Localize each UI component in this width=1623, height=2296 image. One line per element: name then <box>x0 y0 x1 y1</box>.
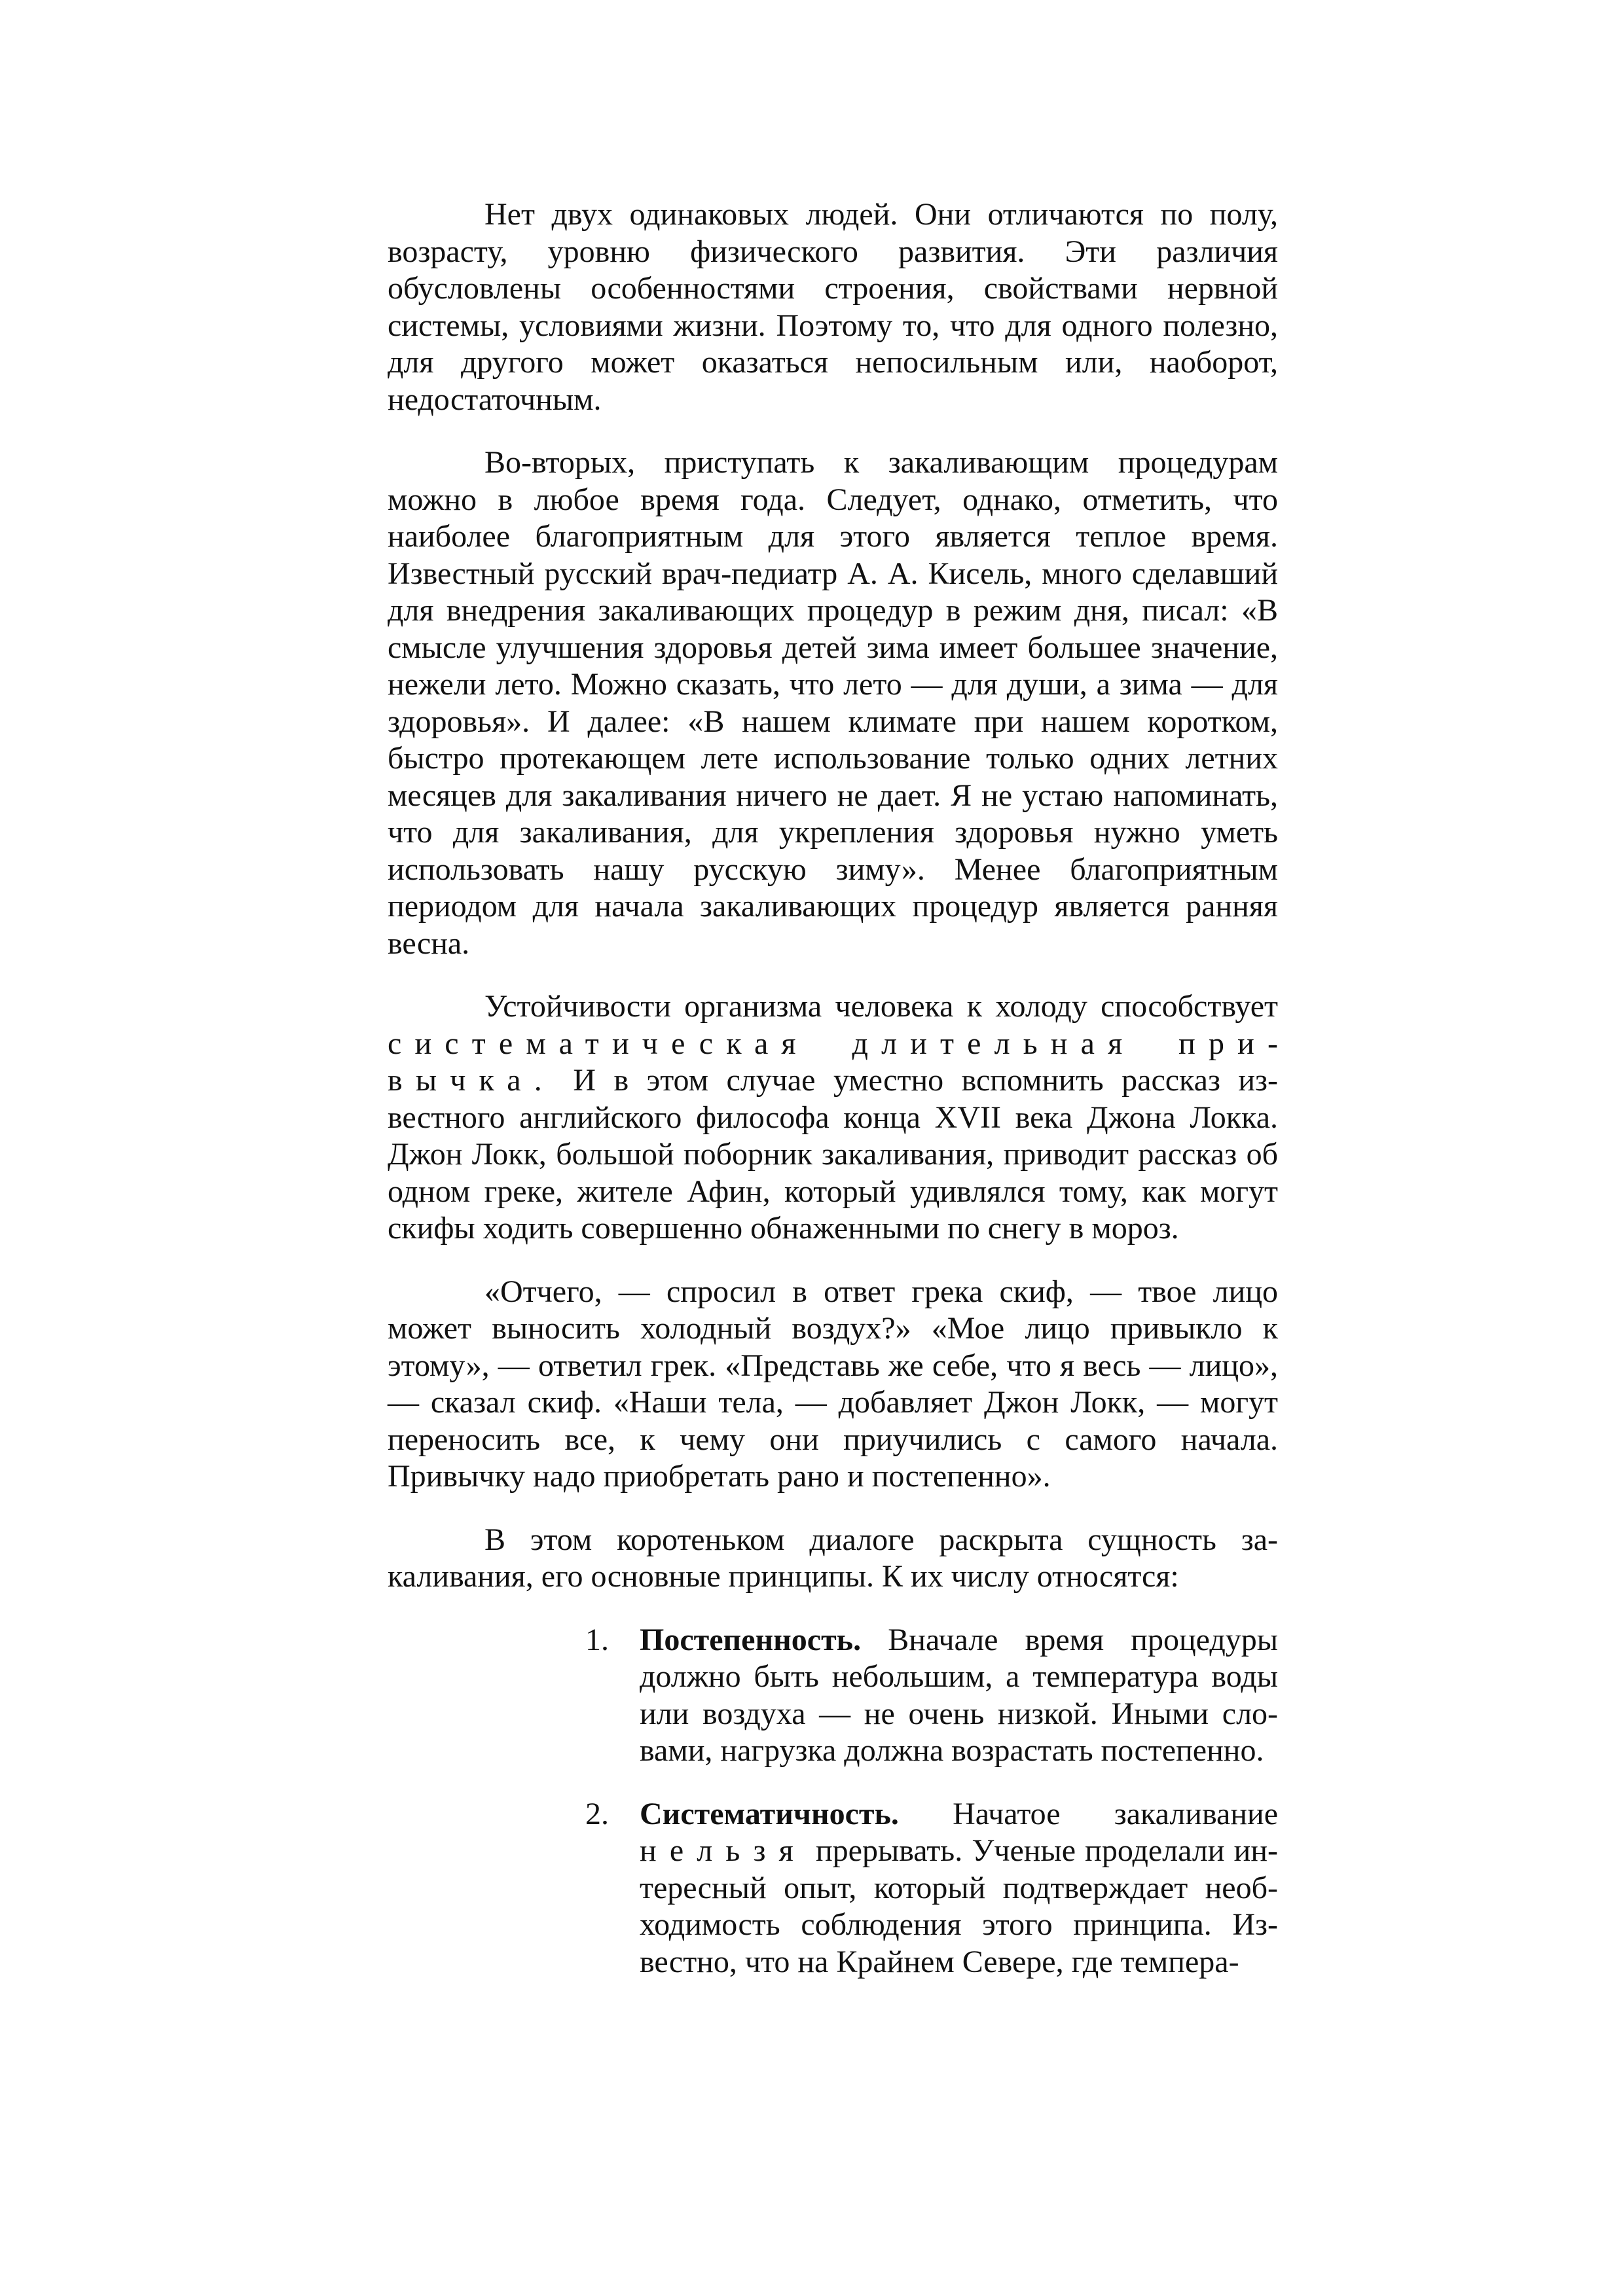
spaced-emphasis-habit: систематическая длительная привычка. <box>388 1026 1278 1098</box>
list-item-text-after: прерывать. Ученые проделали интересный опыт, который подтверждает необходимость соблюдения этого принципа. Известно, что на Крайнем Севере, где темпера- <box>640 1833 1278 1979</box>
list-item-term: Постепенность. <box>640 1622 862 1657</box>
list-item-number: 1. <box>585 1622 609 1657</box>
paragraph-individual-differences: Нет двух одинаковых людей. Они отличаются по полу, возрасту, уровню физического развития. Эти различия обусловлены особенностями строения, свойствами нервной системы, условиями жизни. Поэтому то, что для одного полезно, для другого может оказаться непосильным или, наоборот, недостаточным. <box>388 197 1278 417</box>
list-item-text: Вначале время процедуры должно быть небольшим, а температура воды или воздуха — не очень низкой. Иными словами, нагрузка должна возрастать постепенно. <box>640 1622 1278 1768</box>
list-item-term: Систематичность. <box>640 1796 899 1831</box>
paragraph-habit-text-before: Устойчивости организма человека к холоду способствует <box>484 989 1278 1024</box>
list-item-number: 2. <box>585 1796 609 1831</box>
principles-list <box>388 1622 1278 1981</box>
list-item-systematicity <box>585 1796 1278 1981</box>
spaced-emphasis-must-not: нельзя <box>640 1833 807 1868</box>
paragraph-principles-intro: В этом коротеньком диалоге раскрыта сущность закаливания, его основные принципы. К их числу относятся: <box>388 1522 1278 1594</box>
paragraph-habit-text-after: И в этом случае уместно вспомнить рассказ известного английского философа конца XVII века Джона Локка. Джон Локк, большой поборник закаливания, приводит рассказ об одном греке, жителе Афин, который удивлялся тому, как могут скифы ходить совершенно обнаженными по снегу в мороз. <box>388 1063 1278 1246</box>
paragraph-scythian-dialogue: «Отчего, — спросил в ответ грека скиф, — твое лицо может выносить холодный воздух?» «Мое лицо привыкло к этому», — ответил грек. «Представь же себе, что я весь — лицо», — сказал скиф. «Наши тела, — добавляет Джон Локк, — могут переносить все, к чему они приучились с самого начала. Привычку надо приобретать рано и постепенно». <box>388 1274 1278 1494</box>
list-item-gradualness <box>585 1622 1278 1770</box>
paragraph-habit-locke <box>388 988 1278 1247</box>
list-item-text-before: Начатое закаливание <box>898 1796 1278 1831</box>
page-text-column <box>388 196 1278 2007</box>
paragraph-season-choice: Во-вторых, приступать к закаливающим процедурам можно в любое время года. Следует, однако, отметить, что наиболее благоприятным для этого является теплое время. Известный русский врач-педиатр А. А. Кисель, много сделавший для внедрения закаливающих процедур в режим дня, писал: «В смысле улучшения здоровья детей зима имеет большее значение, нежели лето. Можно сказать, что лето — для души, а зима — для здоровья». И далее: «В нашем климате при нашем коротком, быстро протекающем лете использование только одних летних месяцев для закаливания ничего не дает. Я не устаю напоминать, что для закаливания, для укрепления здоровья нужно уметь использовать нашу русскую зиму». Менее благоприятным периодом для начала закаливающих процедур является ранняя весна. <box>388 445 1278 961</box>
